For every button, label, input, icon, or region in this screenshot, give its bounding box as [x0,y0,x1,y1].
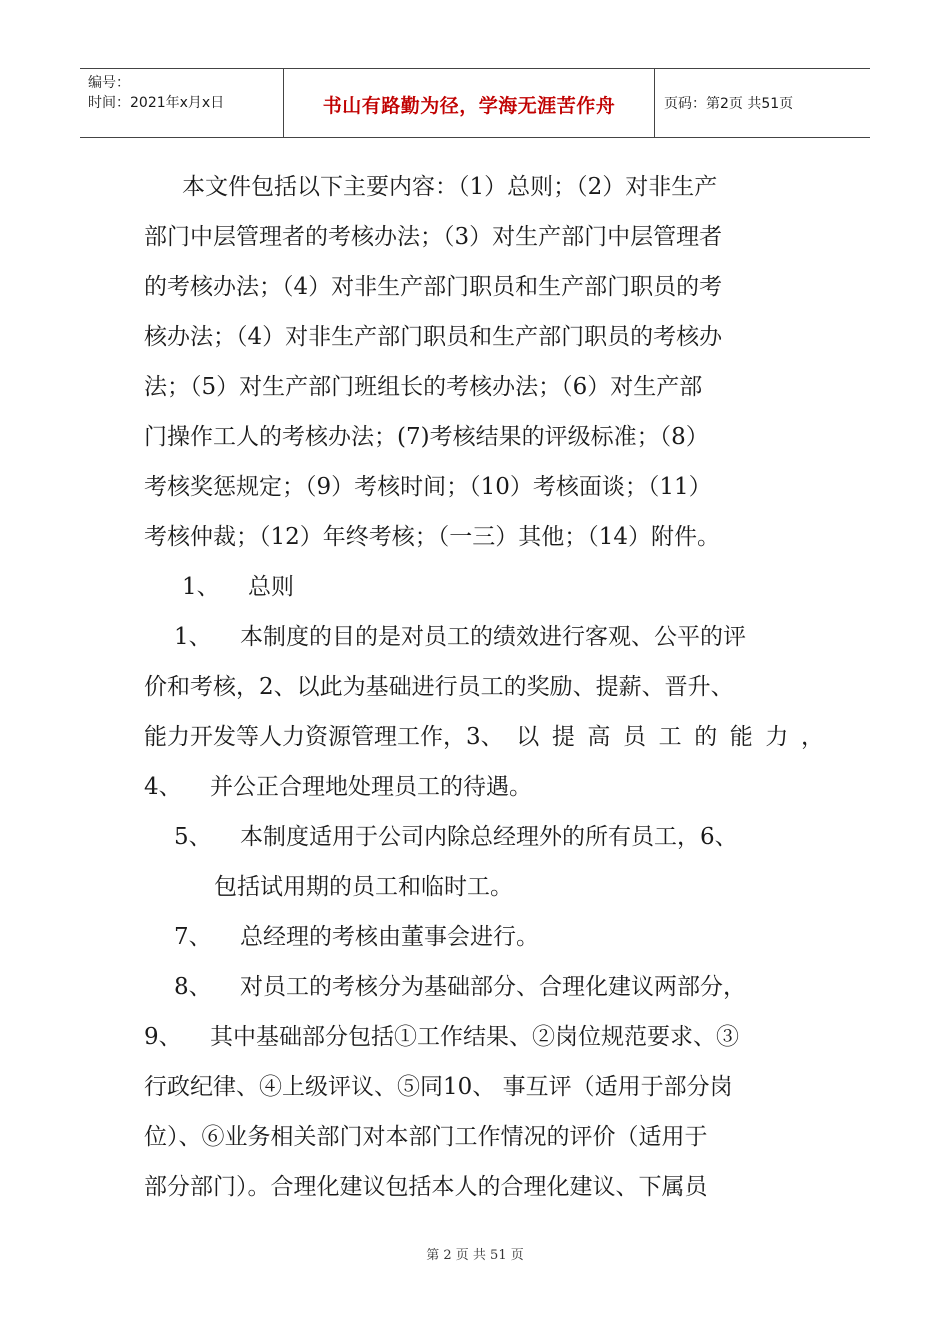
list-item [144,912,824,962]
section-heading [144,562,824,612]
paragraph-line: 考核仲裁；（12）年终考核；（一三）其他；（14）附件。 [144,524,721,550]
paragraph-line: 法；（5）对生产部门班组长的考核办法；（6）对生产部 [144,374,703,400]
spaced-char: 高 [587,724,611,750]
spaced-char: 工 [658,724,682,750]
list-item [144,612,824,662]
list-item [144,1012,824,1062]
item-number: 4、 [144,774,182,800]
paragraph-line: 本文件包括以下主要内容：（1）总则；（2）对非生产 [182,174,718,200]
spaced-char: 能 [729,724,753,750]
item-text: 其中基础部分包括①工作结果、②岗位规范要求、③ [210,1024,739,1050]
item-text: 对员工的考核分为基础部分、合理化建议两部分， [240,974,746,1000]
item-text: 本制度的目的是对员工的绩效进行客观、公平的评 [240,624,746,650]
item-number: 7、 [174,924,212,950]
header-motto: 书山有路勤为径，学海无涯苦作舟 [322,95,616,117]
spaced-char: 力 [765,724,789,750]
spaced-char: 的 [694,724,718,750]
document-time-label: 时间：2021年x月x日 [88,95,225,111]
line-text: 能力开发等人力资源管理工作，3、 [144,724,504,750]
section-number: 1、 [182,574,220,600]
item-text: 本制度适用于公司内除总经理外的所有员工，6、 [240,824,738,850]
paragraph-line: 行政纪律、④上级评议、⑤同10、 事互评（适用于部分岗 [144,1074,733,1100]
header-page-label: 页码：第2页 共51页 [664,96,794,112]
paragraph-line: 的考核办法；（4）对非生产部门职员和生产部门职员的考 [144,274,723,300]
header-divider [654,69,655,137]
section-title: 总则 [248,574,294,600]
paragraph-line: 部分部门）。合理化建议包括本人的合理化建议、下属员 [144,1174,708,1200]
item-text: 并公正合理地处理员工的待遇。 [210,774,532,800]
list-item [144,812,824,862]
list-item [144,962,824,1012]
item-number: 1、 [174,624,212,650]
document-number-label: 编号： [88,75,130,91]
paragraph-line: 核办法；（4）对非生产部门职员和生产部门职员的考核办 [144,324,723,350]
document-body [144,162,824,1212]
page-footer: 第 2 页 共 51 页 [426,1248,524,1263]
list-item [144,762,824,812]
header-info [88,73,224,113]
paragraph-line: 包括试用期的员工和临时工。 [214,874,513,900]
paragraph-line: 位）、⑥业务相关部门对本部门工作情况的评价（适用于 [144,1124,708,1150]
spaced-char: ， [800,724,824,750]
spaced-char: 员 [623,724,647,750]
item-number: 8、 [174,974,212,1000]
page-header [80,68,870,138]
item-number: 5、 [174,824,212,850]
spaced-char: 提 [551,724,575,750]
paragraph-line: 考核奖惩规定；（9）考核时间；（10）考核面谈；（11） [144,474,712,500]
paragraph-line: 门操作工人的考核办法；(7)考核结果的评级标准；（8） [144,424,709,450]
paragraph-line: 价和考核，2、以此为基础进行员工的奖励、提薪、晋升、 [144,674,734,700]
item-number: 9、 [144,1024,182,1050]
paragraph-line: 部门中层管理者的考核办法；（3）对生产部门中层管理者 [144,224,723,250]
spaced-char: 以 [516,724,540,750]
paragraph-line [144,712,824,762]
item-text: 总经理的考核由董事会进行。 [240,924,539,950]
